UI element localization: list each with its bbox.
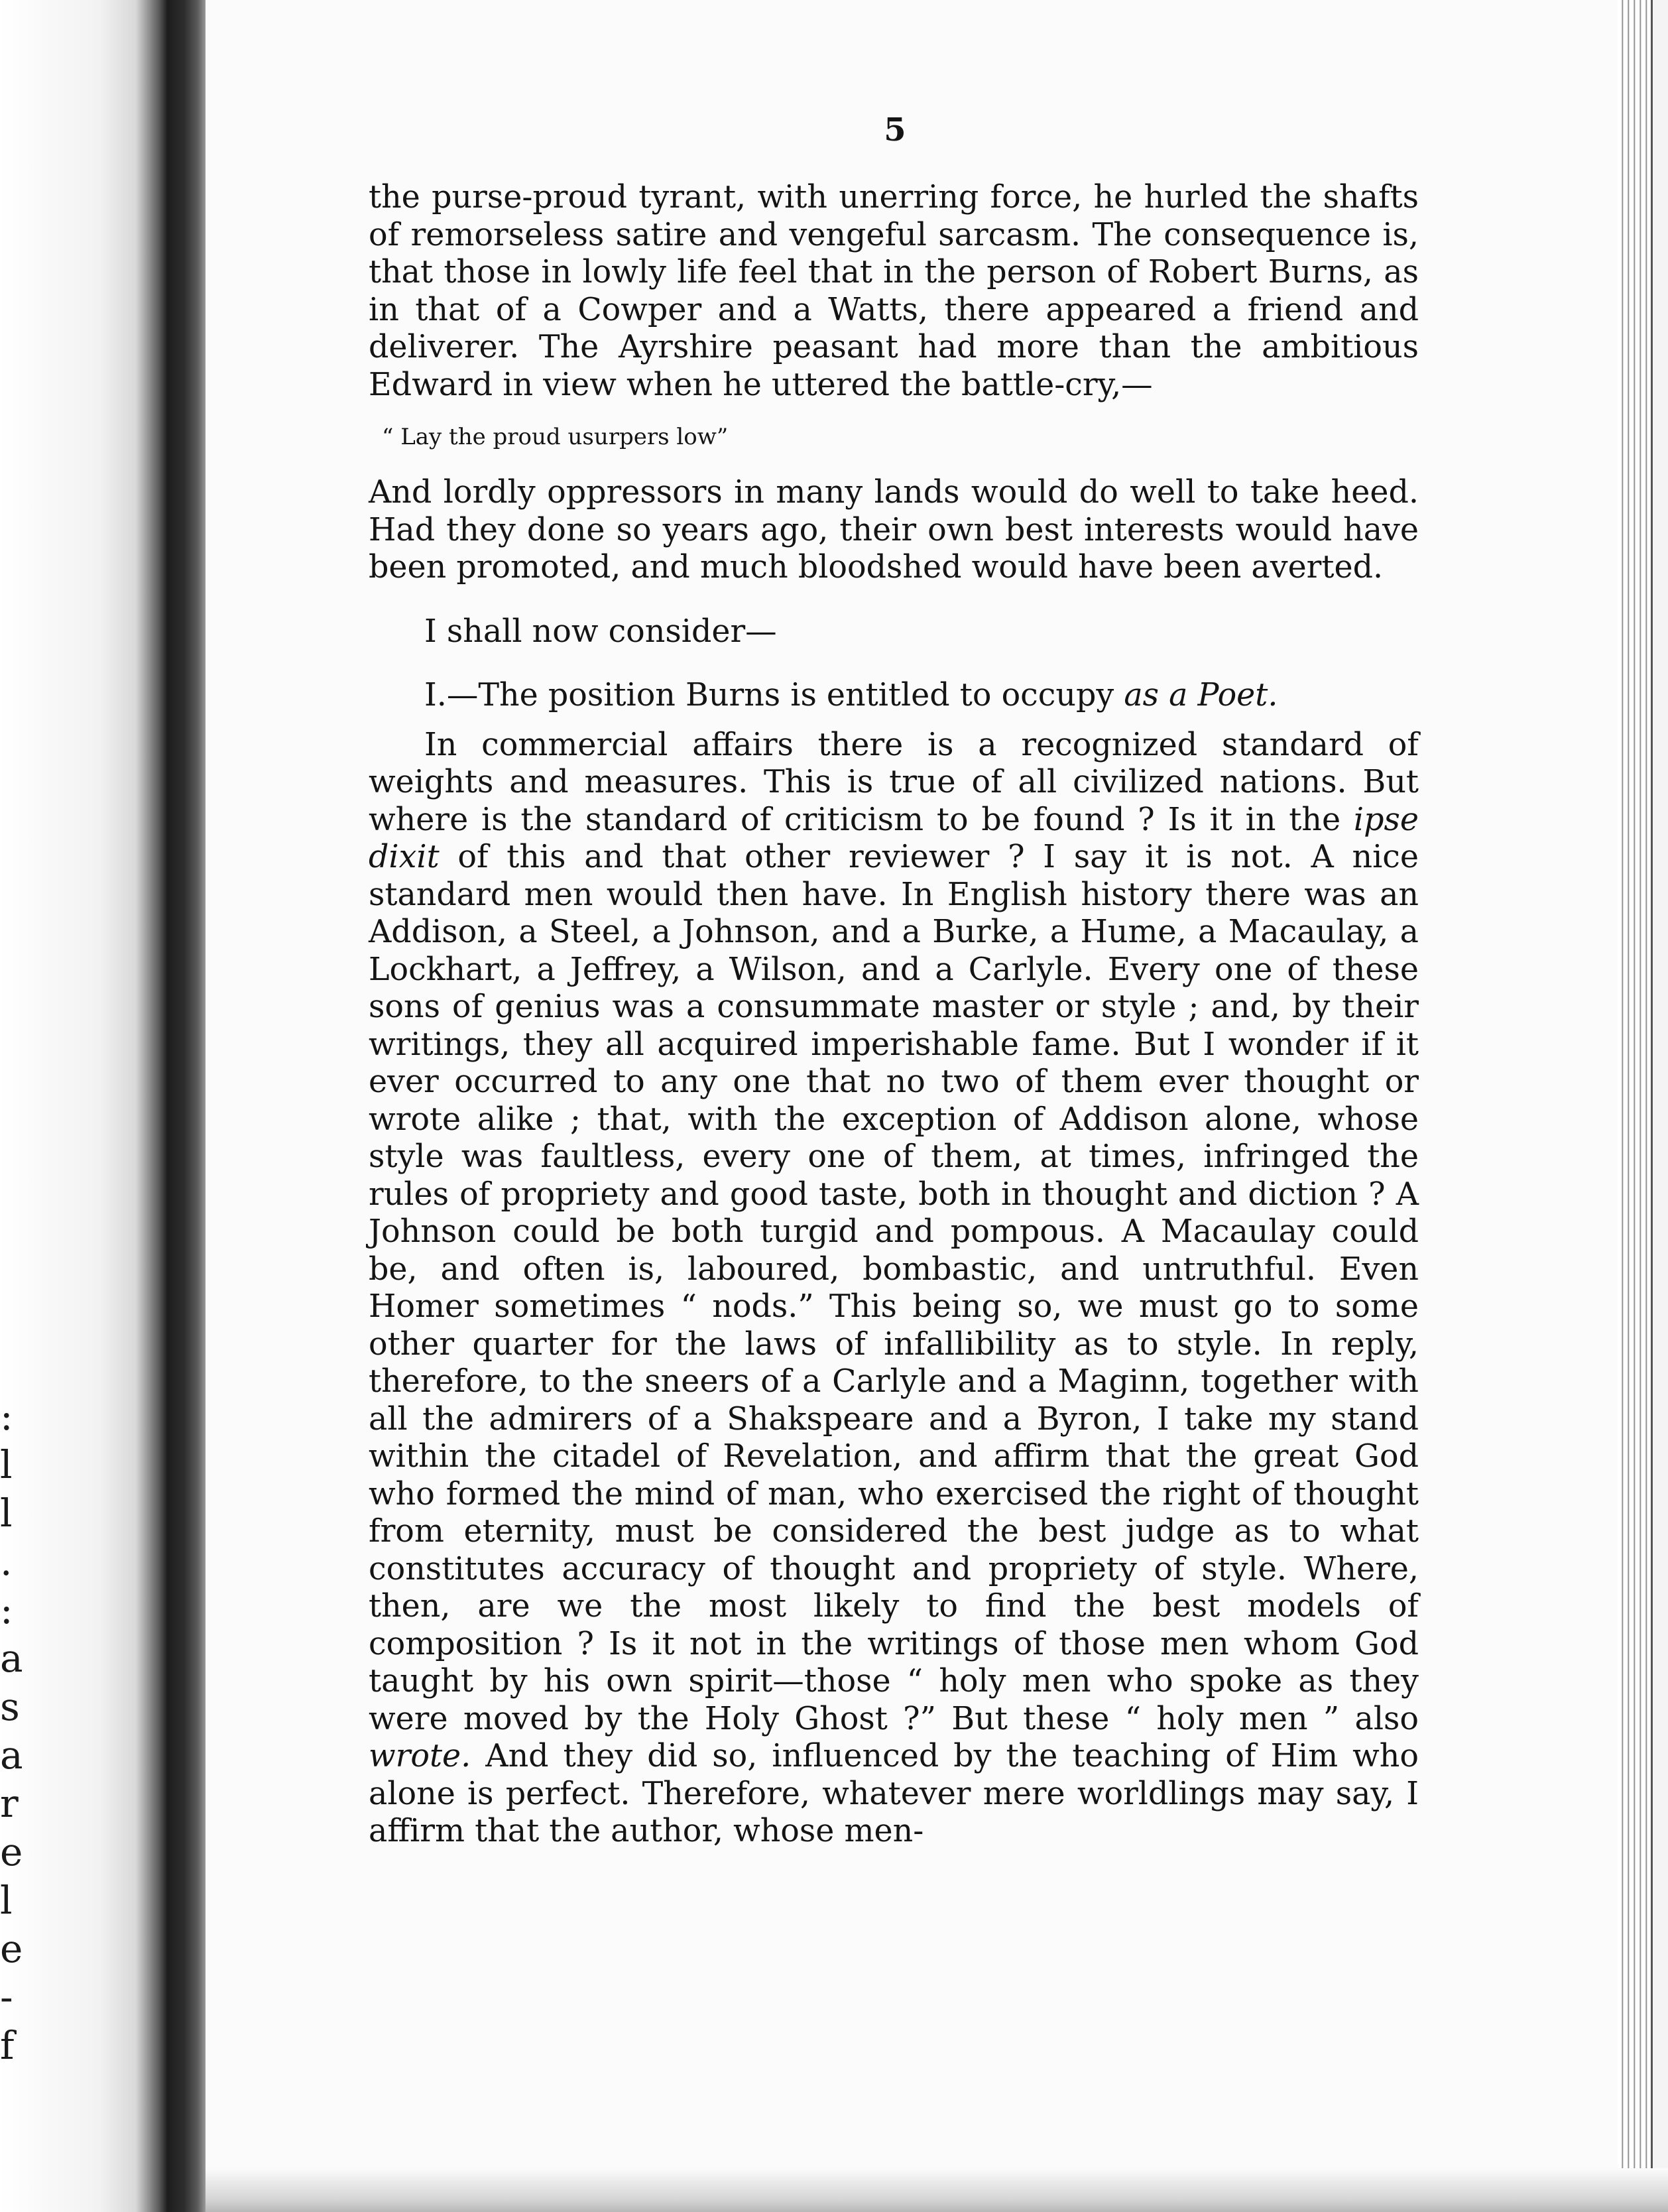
page-stack-outer-edge	[1651, 0, 1668, 2212]
margin-letter: l	[0, 1491, 13, 1536]
margin-letter: e	[0, 1829, 23, 1874]
section-heading	[369, 677, 1419, 715]
margin-letter: l	[0, 1878, 13, 1923]
margin-letter: .	[0, 1539, 13, 1584]
paragraph-text: In commercial affairs there is a recognized standard of weights and measures. This is true of all civilized nations. But where is the standard of criticism to be found ? Is it in the	[369, 726, 1419, 838]
italic-phrase: wrote.	[369, 1738, 471, 1774]
italic-phrase: ipse dixit	[369, 801, 1419, 875]
block-quote: “ Lay the proud usurpers low”	[382, 424, 729, 450]
paragraph: the purse-proud tyrant, with unerring force, he hurled the shafts of remorseless satire and vengeful sarcasm. The consequence is, that those in lowly life feel that in the person of Robert Burns, as in that of a Cowper and a Watts, there appeared a friend and deliverer. The Ayrshire peasant had more than the ambitious Edward in view when he uttered the battle-cry,—	[369, 179, 1419, 403]
section-heading-emphasis: as a Poet.	[1124, 677, 1278, 713]
margin-letter: a	[0, 1733, 23, 1778]
page-number: 5	[884, 111, 906, 149]
book-gutter	[167, 0, 206, 2212]
scan-bottom-shadow	[206, 2168, 1668, 2212]
margin-letter: r	[0, 1781, 19, 1826]
margin-letter: e	[0, 1926, 23, 1971]
body-text	[369, 179, 1419, 1851]
section-heading-text: I.—The position Burns is entitled to occupy	[424, 677, 1124, 713]
margin-letter: s	[0, 1684, 20, 1729]
margin-letter: :	[0, 1587, 13, 1632]
paragraph-text: And they did so, influenced by the teaching of Him who alone is perfect. Therefore, whatever mere worldlings may say, I affirm that the author, whose men-	[369, 1738, 1419, 1849]
paragraph: I shall now consider—	[424, 613, 777, 650]
margin-letter: a	[0, 1636, 23, 1681]
margin-letter: l	[0, 1442, 13, 1487]
paragraph-text: of this and that other reviewer ? I say it is not. A nice standard men would then have. In English history there was an Addison, a Steel, a Johnson, and a Burke, a Hume, a Macaulay, a Lockhart, a Jeffrey, a Wilson, and a Carlyle. Every one of these sons of genius was a consummate master or style ; and, by their writings, they all acquired imperishable fame. But I wonder if it ever occurred to any one that no two of them ever thought or wrote alike ; that, with the exception of Addison alone, whose style was faultless, every one of them, at times, infringed the rules of propriety and good taste, both in thought and diction ? A Johnson could be both turgid and pompous. A Macaulay could be, and often is, laboured, bombastic, and untruthful. Even Homer sometimes “ nods.” This being so, we must go to some other quarter for the laws of infallibility as to style. In reply, therefore, to the sneers of a Carlyle and a Maginn, together with all the admirers of a Shakspeare and a Byron, I take my stand within the citadel of Revelation, and affirm that the great God who formed the mind of man, who exercised the right of thought from eternity, must be considered the best judge as to what constitutes accuracy of thought and propriety of style. Where, then, are we the most likely to find the best models of composition ? Is it not in the writings of those men whom God taught by his own spirit—those “ holy men who spoke as they were moved by the Holy Ghost ?” But these “ holy men ” also	[369, 839, 1419, 1737]
paragraph: And lordly oppressors in many lands would do well to take heed. Had they done so years ago, their own best interests would have been promoted, and much bloodshed would have been averted.	[369, 474, 1419, 585]
margin-letter: f	[0, 2023, 15, 2068]
margin-letter: -	[0, 1975, 13, 2020]
paragraph	[369, 727, 1419, 1851]
margin-bleed-through	[0, 1392, 27, 2070]
margin-letter: :	[0, 1394, 13, 1439]
